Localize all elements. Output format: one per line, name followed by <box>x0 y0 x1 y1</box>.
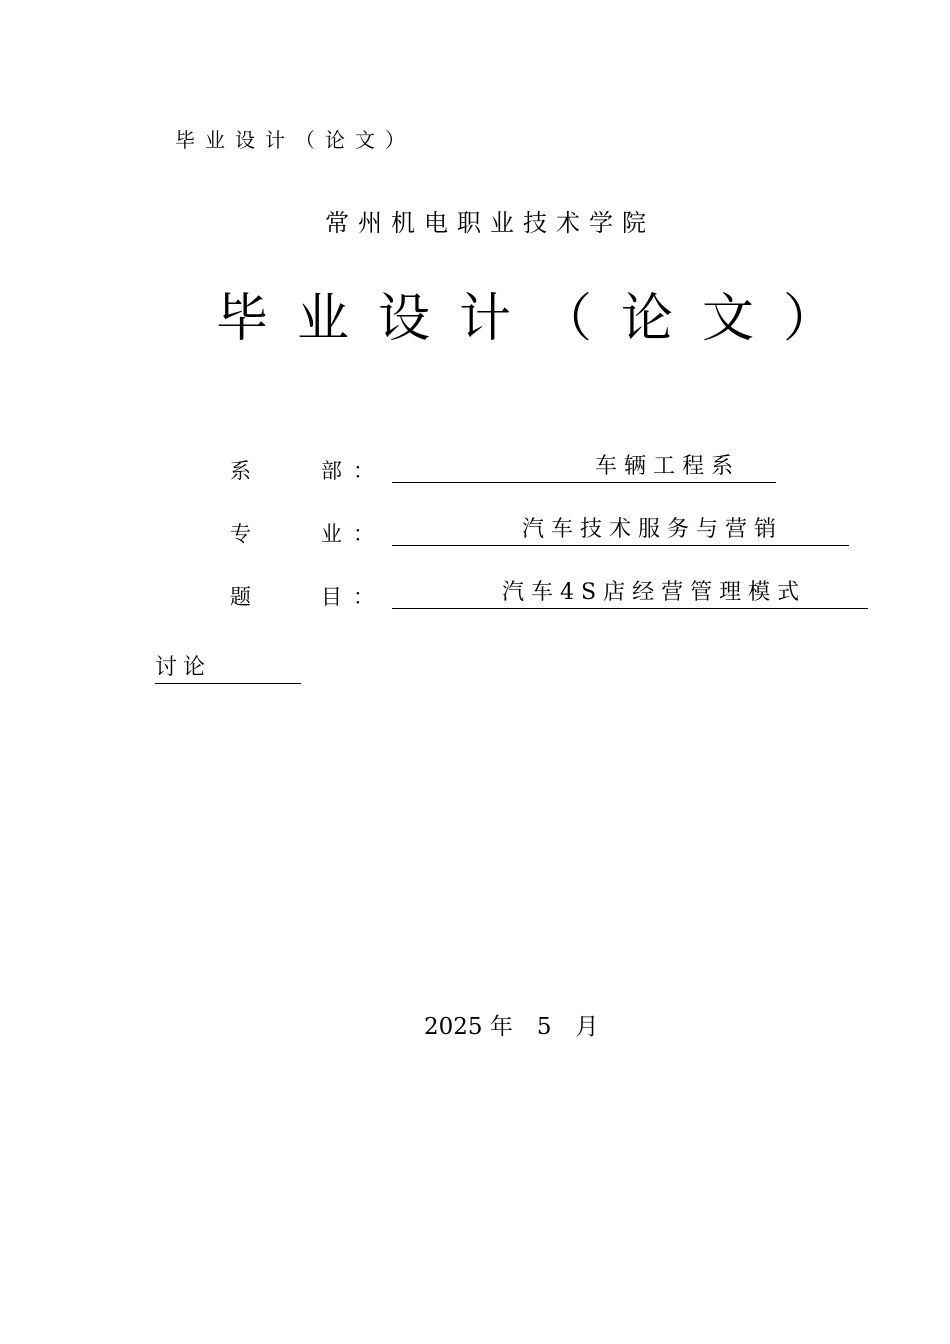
date-year: 2025 <box>424 1014 483 1040</box>
topic-value: 汽车4S店经营管理模式 <box>502 580 807 605</box>
department-value-line <box>392 453 776 483</box>
major-label: 专 业 ： <box>230 522 374 546</box>
major-value: 汽车技术服务与营销 <box>522 517 784 542</box>
college-name: 常州机电职业技术学院 <box>325 209 655 237</box>
date-month-unit: 月 <box>575 1014 599 1040</box>
date-month: 5 <box>536 1014 552 1040</box>
date-year-unit: 年 <box>489 1014 513 1040</box>
topic-value-line <box>392 579 868 609</box>
topic-value-continued: 讨论 <box>155 655 212 680</box>
document-title: 毕业设计（论文） <box>216 289 865 349</box>
topic-label: 题 目 ： <box>230 585 374 609</box>
department-label: 系 部 ： <box>230 459 374 483</box>
department-value: 车辆工程系 <box>595 454 741 479</box>
topic-value-continued-line <box>155 654 301 684</box>
submission-date <box>424 1008 599 1041</box>
major-value-line <box>392 516 849 546</box>
running-header: 毕业设计（论文） <box>175 128 415 152</box>
